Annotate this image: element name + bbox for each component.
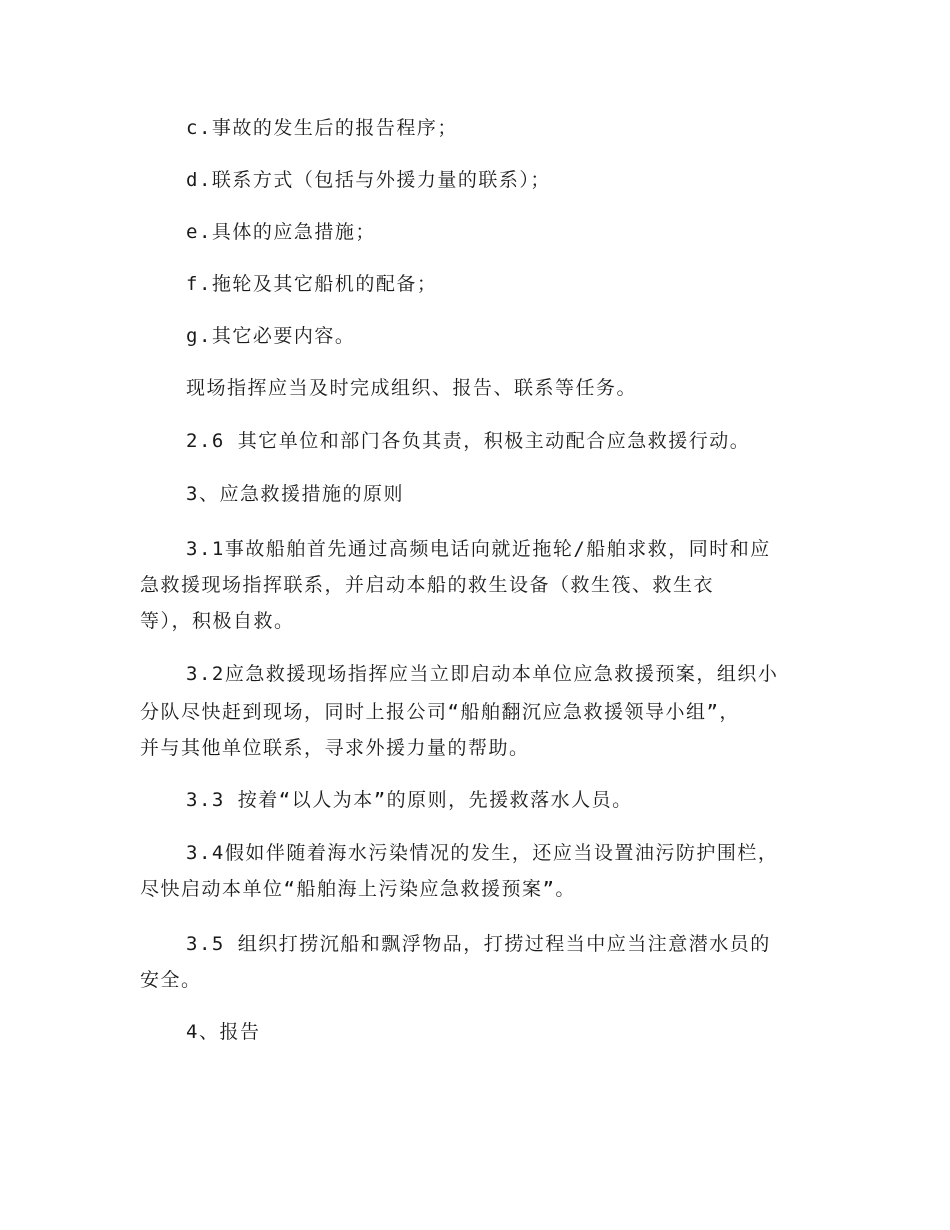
list-item-g: g.其它必要内容。: [186, 325, 356, 347]
list-item-f: f.拖轮及其它船机的配备；: [186, 273, 438, 295]
paragraph-onsite-command: 现场指挥应当及时完成组织、报告、联系等任务。: [186, 377, 638, 399]
paragraph-3-4-line-1: 3.4假如伴随着海水污染情况的发生，还应当设置油污防护围栏，: [186, 842, 779, 864]
paragraph-3-5-line-2: 安全。: [140, 969, 202, 991]
paragraph-2-6: 2.6 其它单位和部门各负其责，积极主动配合应急救援行动。: [186, 430, 751, 452]
paragraph-3-3: 3.3 按着“以人为本”的原则，先援救落水人员。: [186, 789, 633, 811]
paragraph-3-2-line-1: 3.2应急救援现场指挥应当立即启动本单位应急救援预案，组织小: [186, 663, 779, 685]
list-item-c: c.事故的发生后的报告程序；: [186, 117, 458, 139]
section-heading-4: 4、报告: [186, 1021, 261, 1043]
paragraph-3-1-line-1: 3.1事故船舶首先通过高频电话向就近拖轮/船舶求救，同时和应: [186, 538, 771, 560]
paragraph-3-1-line-2: 急救援现场指挥联系，并启动本船的救生设备（救生筏、救生衣: [140, 574, 715, 596]
list-item-d: d.联系方式（包括与外援力量的联系）；: [186, 169, 551, 191]
section-heading-3: 3、应急救援措施的原则: [186, 483, 404, 505]
paragraph-3-5-line-1: 3.5 组织打捞沉船和飘浮物品，打捞过程当中应当注意潜水员的: [186, 933, 771, 955]
paragraph-3-1-line-3: 等），积极自救。: [140, 610, 295, 632]
list-item-e: e.具体的应急措施；: [186, 221, 376, 243]
paragraph-3-4-line-2: 尽快启动本单位“船舶海上污染应急救援预案”。: [140, 878, 576, 900]
paragraph-3-2-line-3: 并与其他单位联系，寻求外援力量的帮助。: [140, 737, 530, 759]
paragraph-3-2-line-2: 分队尽快赶到现场，同时上报公司“船舶翻沉应急救援领导小组”，: [140, 701, 740, 723]
